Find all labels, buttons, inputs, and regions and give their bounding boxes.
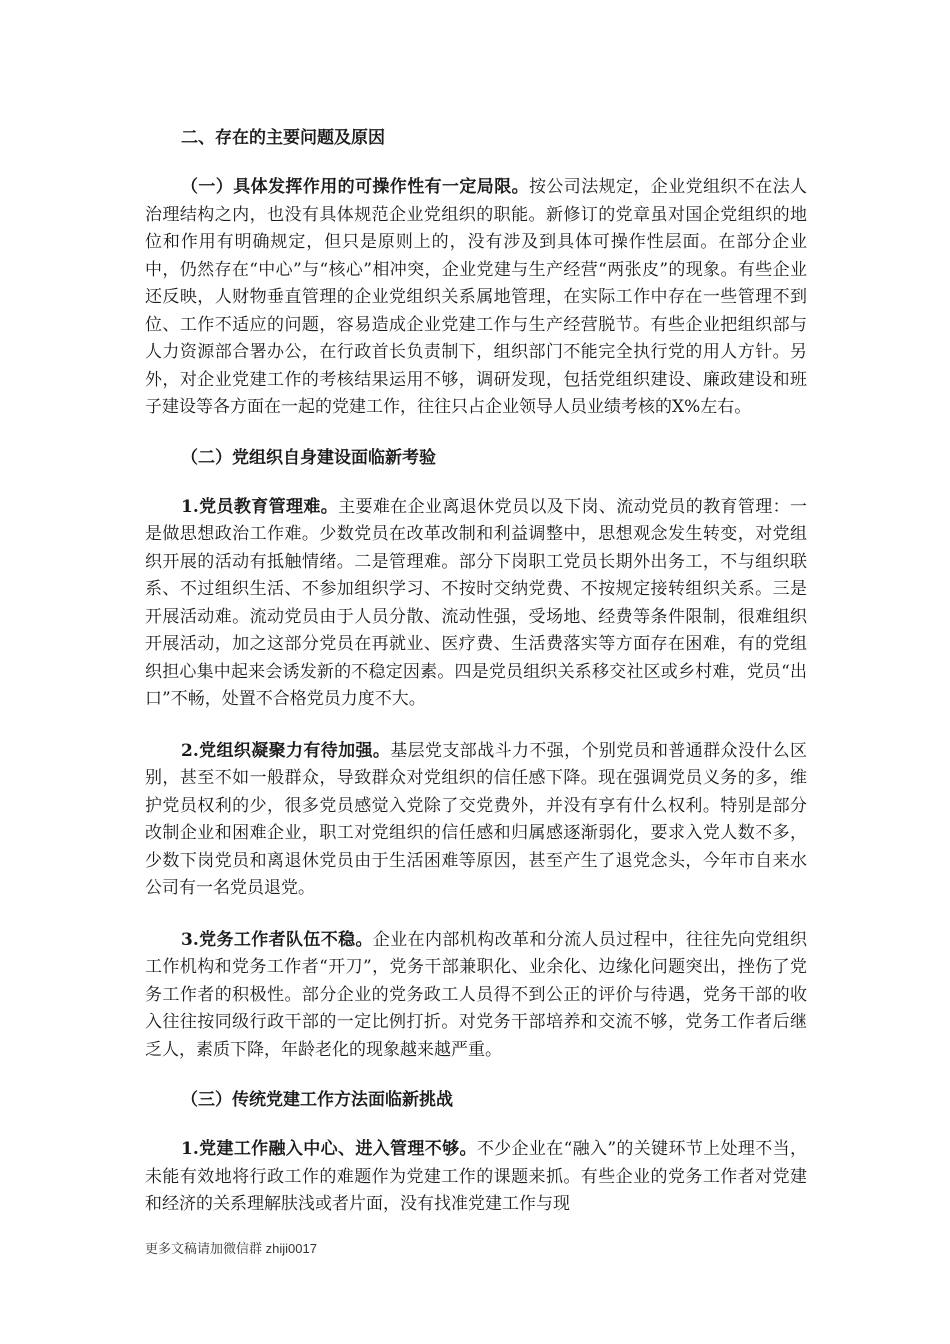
part2-item2-body: 基层党支部战斗力不强，个别党员和普通群众没什么区别，甚至不如一般群众，导致群众对党组织的信任感下降。现在强调党员义务的多，维护党员权利的少，很多党员感觉入党除了交党费外，并没有享有什么权利。特别是部分改制企业和困难企业，职工对党组织的信任感和归属感逐渐弱化，要求入党人数不多，少数下岗党员和离退休党员由于生活困难等原因，甚至产生了退党念头，今年市自来水公司有一名党员退党。: [145, 740, 808, 898]
paragraph-part1: [145, 174, 807, 422]
paragraph-part2-item2: [145, 738, 807, 903]
part1-body: 按公司法规定，企业党组织不在法人治理结构之内，也没有具体规范企业党组织的职能。新修订的党章虽对国企党组织的地位和作用有明确规定，但只是原则上的，没有涉及到具体可操作性层面。在部分企业中，仍然存在“中心”与“核心”相冲突，企业党建与生产经营“两张皮”的现象。有些企业还反映，人财物垂直管理的企业党组织关系属地管理，在实际工作中存在一些管理不到位、工作不适应的问题，容易造成企业党建工作与生产经营脱节。有些企业把组织部与人力资源部合署办公，在行政首长负责制下，组织部门不能完全执行党的用人方针。另外，对企业党建工作的考核结果运用不够，调研发现，包括党组织建设、廉政建设和班子建设等各方面在一起的党建工作，往往只占企业领导人员业绩考核的X%左右。: [145, 177, 807, 417]
part3-item1-lead: 1.党建工作融入中心、进入管理不够。: [181, 1139, 477, 1159]
part3-item1-body: 不少企业在“融入”的关键环节上处理不当，未能有效地将行政工作的难题作为党建工作的课题来抓。有些企业的党务工作者对党建和经济的关系理解肤浅或者片面，没有找准党建工作与现: [145, 1139, 807, 1214]
document-body: [145, 122, 807, 1219]
part2-item3-lead: 3.党务工作者队伍不稳。: [181, 929, 373, 950]
paragraph-part2-item1: [145, 494, 807, 714]
part1-heading: （一）具体发挥作用的可操作性有一定局限。: [181, 177, 529, 197]
paragraph-part2-item3: [145, 927, 807, 1065]
part2-item1-body: 主要难在企业离退休党员以及下岗、流动党员的教育管理：一是做思想政治工作难。少数党员在改革改制和利益调整中，思想观念发生转变，对党组织开展的活动有抵触情绪。二是管理难。部分下岗职工党员长期外出务工，不与组织联系、不过组织生活、不参加组织学习、不按时交纳党费、不按规定接转组织关系。三是开展活动难。流动党员由于人员分散、流动性强，受场地、经费等条件限制，很难组织开展活动，加之这部分党员在再就业、医疗费、生活费落实等方面存在困难，有的党组织担心集中起来会诱发新的不稳定因素。四是党员组织关系移交社区或乡村难，党员“出口”不畅，处置不合格党员力度不大。: [145, 496, 807, 709]
part2-item2-lead: 2.党组织凝聚力有待加强。: [181, 740, 391, 761]
section-title: 二、存在的主要问题及原因: [181, 128, 385, 148]
footer-note: 更多文稿请加微信群 zhiji0017: [145, 1241, 317, 1256]
part2-heading: （二）党组织自身建设面临新考验: [181, 447, 436, 468]
part2-item1-lead: 1.党员教育管理难。: [181, 496, 339, 517]
paragraph-part3-item1: [145, 1136, 807, 1219]
part2-item3-body: 企业在内部机构改革和分流人员过程中，往往先向党组织工作机构和党务工作者“开刀”，党务干部兼职化、业余化、边缘化问题突出，挫伤了党务工作者的积极性。部分企业的党务政工人员得不到公正的评价与待遇，党务干部的收入往往按同级行政干部的一定比例打折。对党务干部培养和交流不够，党务工作者后继乏人，素质下降，年龄老化的现象越来越严重。: [145, 929, 808, 1060]
part3-heading: （三）传统党建工作方法面临新挑战: [181, 1090, 453, 1110]
